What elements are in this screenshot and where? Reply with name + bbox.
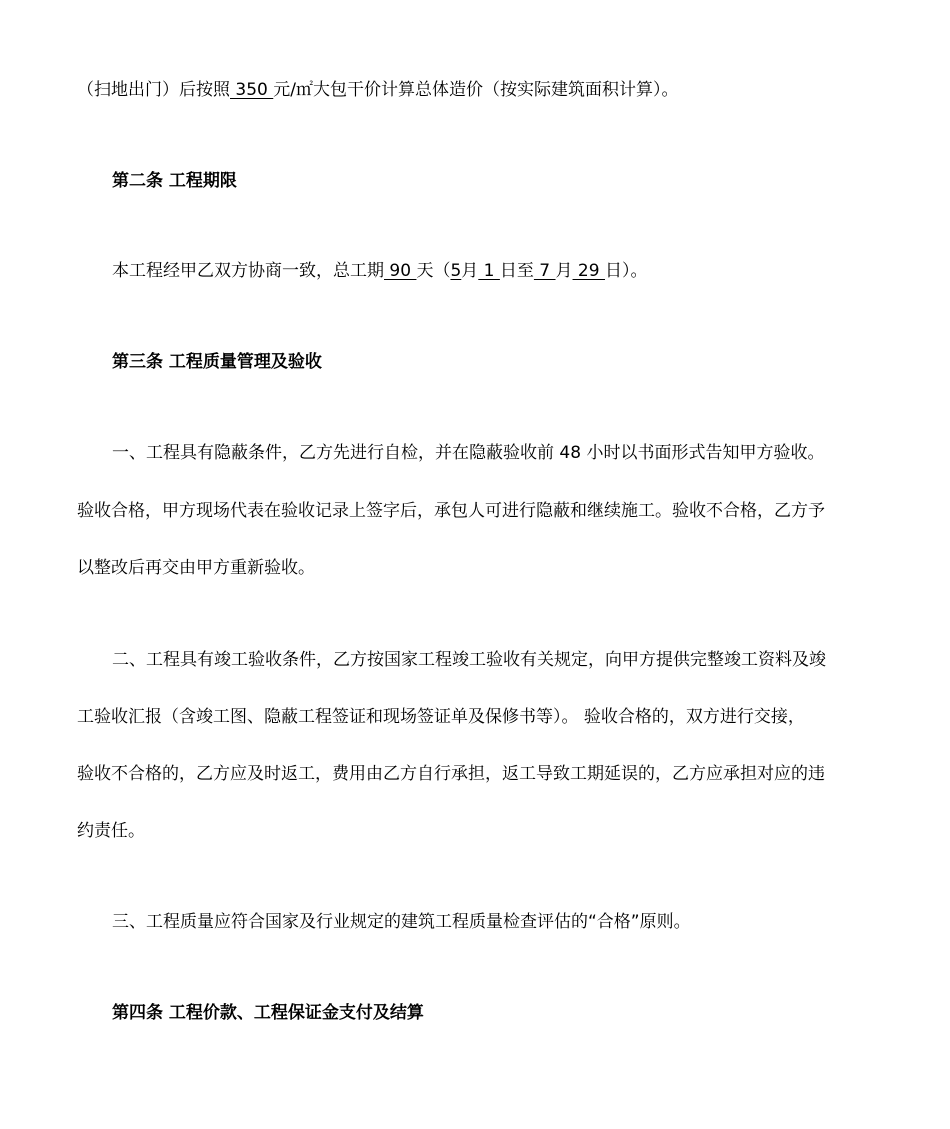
- clause1-tail-line: [77, 78, 877, 102]
- article4-heading: 第四条 工程价款、工程保证金支付及结算: [112, 1003, 424, 1023]
- article3-item2-line: 二、工程具有竣工验收条件，乙方按国家工程竣工验收有关规定，向甲方提供完整竣工资料及竣: [112, 650, 826, 670]
- article3-heading: 第三条 工程质量管理及验收: [112, 352, 322, 372]
- article3-item1-line: 以整改后再交由甲方重新验收。: [77, 558, 315, 578]
- article3-item2-line: 验收不合格的，乙方应及时返工，费用由乙方自行承担，返工导致工期延误的，乙方应承担对应的违: [77, 764, 825, 784]
- article3-item1-line: 一、工程具有隐蔽条件，乙方先进行自检，并在隐蔽验收前 48 小时以书面形式告知甲方验收。: [112, 443, 825, 463]
- start-day-value: 1: [478, 261, 500, 281]
- term-text-6: 日）。: [604, 261, 648, 281]
- term-text-4: 日至: [499, 261, 534, 281]
- article3-item2-line: 工验收汇报（含竣工图、隐蔽工程签证和现场签证单及保修书等）。 验收合格的，双方进行交接，: [77, 707, 805, 727]
- article3-item2-line: 约责任。: [77, 821, 145, 841]
- article2-heading: 第二条 工程期限: [112, 171, 237, 191]
- term-text-1: 本工程经甲乙双方协商一致，总工期: [112, 261, 384, 281]
- clause1-post-text: 元/㎡大包干价计算总体造价（按实际建筑面积计算）。: [273, 80, 679, 100]
- term-text-5: 月: [555, 261, 573, 281]
- total-days-value: 90: [384, 261, 417, 281]
- term-text-3: 月: [461, 261, 479, 281]
- end-month-value: 7: [533, 261, 556, 281]
- article2-term-line: [112, 259, 912, 283]
- article3-item3-line: 三、工程质量应符合国家及行业规定的建筑工程质量检查评估的“合格”原则。: [112, 912, 691, 932]
- article3-item1-line: 验收合格，甲方现场代表在验收记录上签字后，承包人可进行隐蔽和继续施工。验收不合格，乙方予: [77, 501, 825, 521]
- end-day-value: 29: [572, 261, 605, 281]
- start-month-value: 5: [450, 261, 462, 281]
- term-text-2: 天（: [416, 261, 451, 281]
- clause1-pre-text: （扫地出门）后按照: [77, 80, 230, 100]
- unit-price-value: 350: [230, 80, 274, 100]
